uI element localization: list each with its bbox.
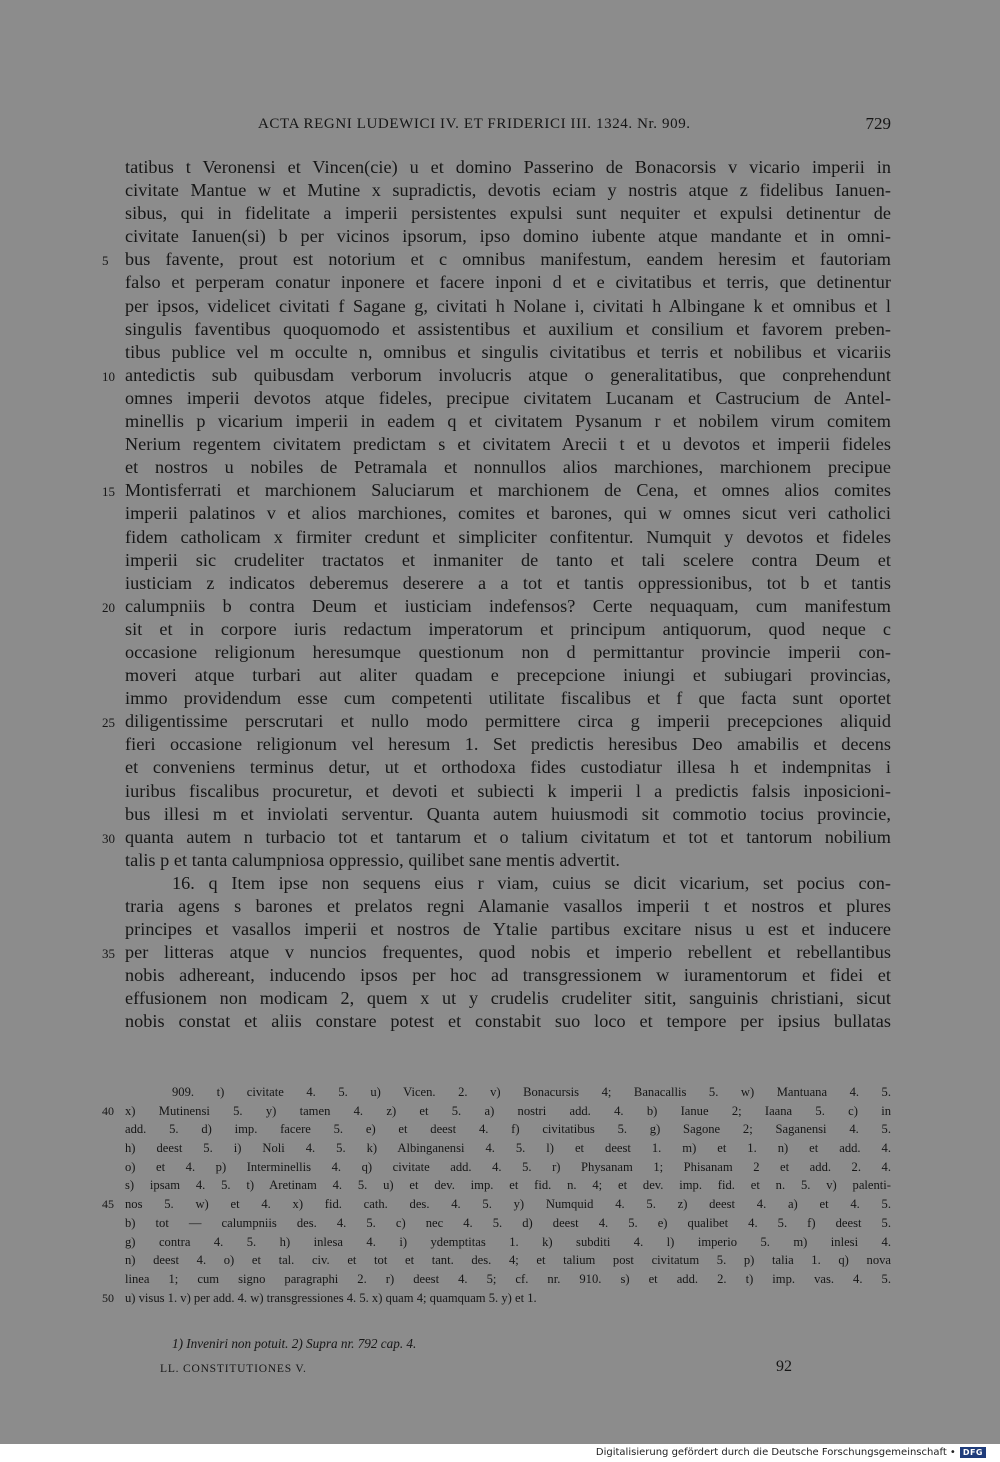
- text-line: [125, 295, 891, 318]
- line-number: 5: [102, 253, 109, 269]
- text-line: [125, 433, 891, 456]
- line-number: 35: [102, 946, 116, 962]
- text-line: [125, 756, 891, 779]
- line-text: diligentissime perscrutari et nullo modo permittere circa g imperii precepciones aliquid: [125, 711, 891, 732]
- apparatus-text: n) deest 4. o) et tal. civ. et tot et tant. des. 4; et talium post civitatum 5. p) talia 1. q) nova: [125, 1253, 891, 1268]
- line-text: minellis p vicarium imperii in eadem q et civitatem Pysanum r et nobilem virum comitem: [125, 411, 891, 432]
- apparatus-line: [125, 1158, 891, 1177]
- apparatus-text: x) Mutinensi 5. y) tamen 4. z) et 5. a) nostri add. 4. b) Ianue 2; Iaana 5. c) in: [125, 1103, 891, 1118]
- line-text: fidem catholicam x firmiter credunt et simpliciter confitentur. Numquit y devotos et fideles: [125, 526, 891, 547]
- page-number: 729: [865, 114, 891, 133]
- line-text: Montisferrati et marchionem Saluciarum et marchionem de Cena, et omnes alios comites: [125, 480, 891, 501]
- line-number: 10: [102, 368, 116, 384]
- text-line: [125, 456, 891, 479]
- line-text: immo providendum esse cum competenti utilitate fiscalibus et f que facta sunt oportet: [125, 688, 891, 709]
- running-head: [0, 114, 1000, 140]
- line-text: imperii palatinos v et alios marchiones, comites et barones, qui w omnes sicut veri catholici: [125, 503, 891, 524]
- line-text: bus favente, prout est notorium et c omnibus manifestum, eandem heresim et fautoriam: [125, 249, 891, 270]
- line-number: 45: [102, 1197, 114, 1212]
- apparatus-text: nos 5. w) et 4. x) fid. cath. des. 4. 5. y) Numquid 4. 5. z) deest 4. a) et 4. 5.: [125, 1197, 891, 1212]
- line-number: 40: [102, 1103, 114, 1118]
- apparatus-text: 909. t) civitate 4. 5. u) Vicen. 2. v) Bonacursis 4; Banacallis 5. w) Mantuana 4. 5.: [172, 1085, 891, 1099]
- line-text: civitate Ianuen(si) b per vicinos ipsorum, ipso domino iubente atque mandante et in omni-: [125, 226, 891, 247]
- apparatus-line: [125, 1251, 891, 1270]
- line-number: 15: [102, 484, 116, 500]
- line-text: bus illesi m et inviolati serventur. Quanta autem huiusmodi sit commotio tocius provincie,: [125, 803, 891, 824]
- text-line: [125, 687, 891, 710]
- line-text: moveri atque turbari aut aliter quadam e precepcione iniungi et subiugari provincias,: [125, 665, 891, 686]
- line-text: Nerium regentem civitatem predictam s et civitatem Arecii t et u devotos et imperii fideles: [125, 434, 891, 455]
- line-number: 50: [102, 1290, 114, 1305]
- line-text: per litteras atque v nuncios frequentes, quod nobis et imperio rebellent et rebellantibus: [125, 942, 891, 963]
- line-text: antedictis sub quibusdam verborum involucris atque o generalitatibus, que conprehendunt: [125, 364, 891, 385]
- apparatus-line: [125, 1214, 891, 1233]
- line-text: calumpniis b contra Deum et iusticiam indefensos? Certe nequaquam, cum manifestum: [125, 595, 891, 616]
- apparatus-line: [125, 1233, 891, 1252]
- text-line: [125, 1010, 891, 1033]
- text-line: [102, 826, 891, 849]
- text-line: [125, 780, 891, 803]
- dfg-logo: DFG: [960, 1447, 986, 1458]
- line-text: imperii sic crudeliter tractatos et inmaniter de tanto et tali scelere contra Deum et: [125, 549, 891, 570]
- line-number: 20: [102, 599, 116, 615]
- apparatus-line: [125, 1083, 891, 1102]
- text-line: [125, 179, 891, 202]
- text-line: [125, 849, 891, 872]
- text-line: [125, 410, 891, 433]
- text-line: [102, 479, 891, 502]
- apparatus-text: g) contra 4. 5. h) inlesa 4. i) ydemptitas 1. k) subditi 4. l) imperio 5. m) inlesi 4.: [125, 1234, 891, 1249]
- critical-apparatus: [102, 1083, 891, 1307]
- apparatus-text: s) ipsam 4. 5. t) Aretinam 4. 5. u) et dev. imp. et fid. n. 4; et dev. imp. fid. et n. 5. v) palenti-: [125, 1178, 891, 1193]
- line-text: et nostros u nobiles de Petramala et nonnullos alios marchiones, marchionem precipue: [125, 457, 891, 478]
- line-text: tatibus t Veronensi et Vincen(cie) u et domino Passerino de Bonacorsis v vicario imperii in: [125, 157, 891, 177]
- line-number: 25: [102, 715, 116, 731]
- apparatus-text: o) et 4. p) Interminellis 4. q) civitate add. 4. 5. r) Physanam 1; Phisanam 2 et add. 2. 4.: [125, 1159, 891, 1174]
- text-line: [102, 710, 891, 733]
- line-text: per ipsos, videlicet civitati f Sagane g, civitati h Nolane i, civitati h Albingane k et omnibus et l: [125, 295, 891, 316]
- line-text: 16. q Item ipse non sequens eius r viam, cuius se dicit vicarium, set pocius con-: [172, 872, 891, 893]
- main-text-block: [102, 156, 891, 1034]
- apparatus-line: [125, 1270, 891, 1289]
- text-line: [102, 595, 891, 618]
- apparatus-text: b) tot — calumpniis des. 4. 5. c) nec 4. 5. d) deest 4. 5. e) qualibet 4. 5. f) deest 5.: [125, 1215, 891, 1230]
- apparatus-line: [102, 1289, 891, 1308]
- text-line: [125, 803, 891, 826]
- line-text: falso et perperam conatur inponere et facere inponi d et e civitatibus et terris, que detinentur: [125, 272, 891, 293]
- apparatus-line: [125, 1139, 891, 1158]
- apparatus-line: [125, 1120, 891, 1139]
- text-line: [125, 641, 891, 664]
- text-line: [102, 248, 891, 271]
- line-text: nobis constat et aliis constare potest et constabit suo loco et tempore per ipsius bullatas: [125, 1011, 891, 1032]
- text-line: [125, 733, 891, 756]
- text-line: [125, 526, 891, 549]
- line-text: principes et vasallos imperii et nostros de Ytalie partibus excitare nisus u est et inducere: [125, 919, 891, 940]
- line-text: quanta autem n turbacio tot et tantarum et o talium civitatum et tot et tantorum nobilium: [125, 826, 891, 847]
- series-title: LL. CONSTITUTIONES V.: [160, 1363, 307, 1375]
- text-line: [125, 964, 891, 987]
- line-text: traria agens s barones et prelatos regni Alamanie vasallos imperii t et nostros et plures: [125, 896, 891, 916]
- line-text: sit et in corpore iuris redactum imperatorum et principum antiquorum, quod neque c: [125, 618, 891, 639]
- line-text: fieri occasione religionum vel heresum 1. Set predictis heresibus Deo amabilis et decens: [125, 734, 891, 755]
- apparatus-line: [102, 1195, 891, 1214]
- sheet-number: 92: [776, 1358, 792, 1375]
- line-text: omnes imperii devotos atque fideles, precipue civitatem Lucanam et Castrucium de Antel-: [125, 387, 891, 408]
- text-line: [125, 872, 891, 895]
- running-head-title: ACTA REGNI LUDEWICI IV. ET FRIDERICI III. 1324. Nr. 909.: [258, 116, 691, 132]
- text-line: [125, 225, 891, 248]
- text-line: [125, 895, 891, 918]
- text-line: [102, 364, 891, 387]
- line-number: 30: [102, 830, 116, 846]
- line-text: civitate Mantue w et Mutine x supradictis, devotis eciam y nostris atque z fidelibus Ianuen-: [125, 180, 891, 201]
- text-line: [125, 572, 891, 595]
- apparatus-text: h) deest 5. i) Noli 4. 5. k) Albinganensi 4. 5. l) et deest 1. m) et 1. n) et add. 4.: [125, 1141, 891, 1156]
- line-text: iusticiam z indicatos deberemus deserere a a tot et tantis oppressionibus, tot b et tantis: [125, 572, 891, 593]
- line-text: tibus publice vel m occulte n, omnibus et singulis civitatibus et terris et nobilibus et vicariis: [125, 341, 891, 362]
- line-text: talis p et tanta calumpniosa oppressio, quilibet sane mentis advertit.: [125, 849, 620, 870]
- text-line: [125, 202, 891, 225]
- line-text: effusionem non modicam 2, quem x ut y crudelis crudeliter sitit, sanguinis christiani, sicut: [125, 988, 891, 1009]
- text-line: [125, 318, 891, 341]
- line-text: et conveniens terminus detur, ut et orthodoxa fides custodiatur illesa h et indempnitas i: [125, 757, 891, 778]
- apparatus-line: [125, 1176, 891, 1195]
- line-text: nobis adhereant, inducendo ipsos per hoc ad transgressionem w iuramentorum et fidei et: [125, 965, 891, 986]
- text-line: [125, 387, 891, 410]
- text-line: [102, 941, 891, 964]
- source-notes: 1) Inveniri non potuit. 2) Supra nr. 792 cap. 4.: [172, 1336, 417, 1351]
- line-text: sibus, qui in fidelitate a imperii persistentes expulsi sunt nequiter et expulsi detinentur de: [125, 203, 891, 224]
- text-line: [125, 156, 891, 179]
- text-line: [125, 549, 891, 572]
- text-line: [125, 271, 891, 294]
- apparatus-text: u) visus 1. v) per add. 4. w) transgressiones 4. 5. x) quam 4; quamquam 5. y) et 1.: [125, 1290, 537, 1305]
- line-text: iuribus fiscalibus procuretur, et devoti et subiecti k imperii l a predictis falsis inposicioni-: [125, 780, 891, 801]
- apparatus-line: [102, 1102, 891, 1121]
- text-line: [125, 502, 891, 525]
- text-line: [125, 341, 891, 364]
- text-line: [125, 618, 891, 641]
- text-line: [125, 918, 891, 941]
- apparatus-text: linea 1; cum signo paragraphi 2. r) deest 4. 5; cf. nr. 910. s) et add. 2. t) imp. vas. 4. 5.: [125, 1271, 891, 1286]
- line-text: occasione religionum heresumque questionum non d permittantur provincie imperii con-: [125, 641, 891, 662]
- funding-footer: [596, 1447, 986, 1458]
- apparatus-text: add. 5. d) imp. facere 5. e) et deest 4. f) civitatibus 5. g) Sagone 2; Saganensi 4. 5.: [125, 1122, 891, 1137]
- text-line: [125, 987, 891, 1010]
- line-text: singulis faventibus quoquomodo et assistentibus et auxilium et consilium et favorem preben-: [125, 318, 891, 339]
- text-line: [125, 664, 891, 687]
- funding-note: Digitalisierung gefördert durch die Deutsche Forschungsgemeinschaft •: [595, 1447, 956, 1458]
